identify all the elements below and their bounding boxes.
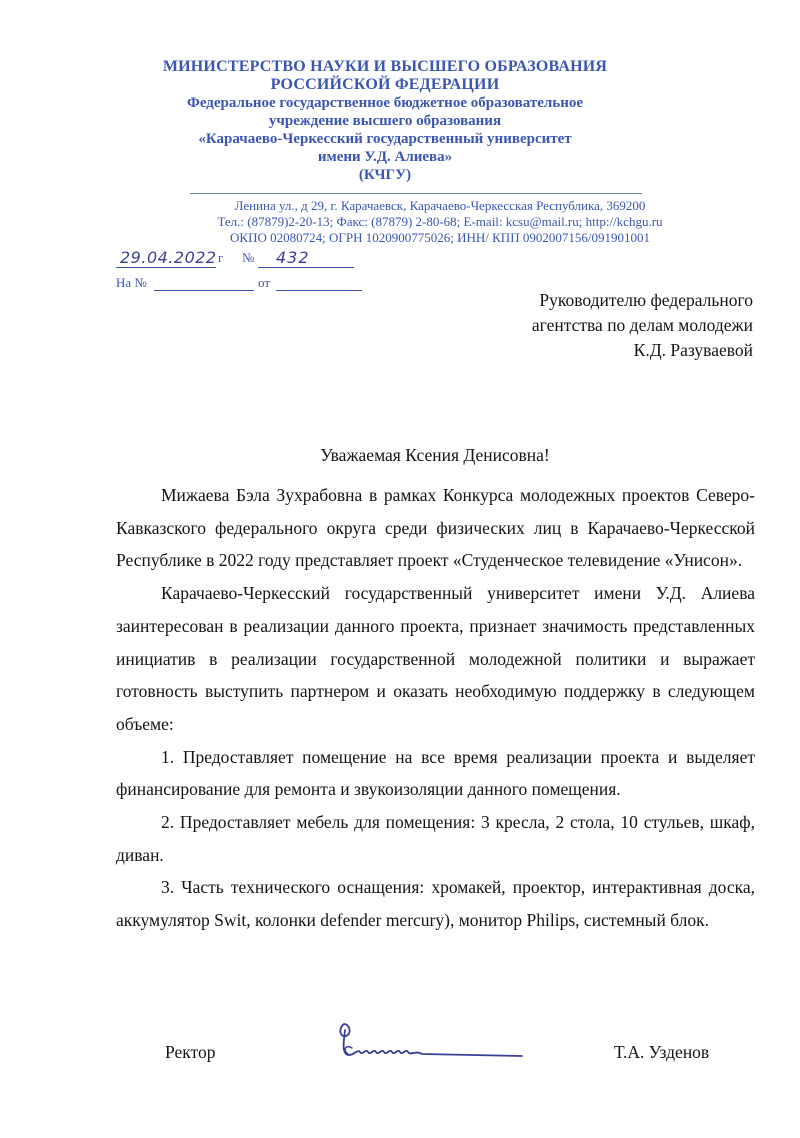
contacts-block	[150, 198, 730, 246]
signer-name: Т.А. Узденов	[614, 1042, 710, 1062]
salutation: Уважаемая Ксения Денисовна!	[320, 445, 550, 465]
paragraph-support: Карачаево-Черкесский государственный университет имени У.Д. Алиева заинтересован в реализации данного проекта, признает значимость представленных инициатив в реализации государственной молодежной политики и выражает готовность выступить партнером и оказать необходимую поддержку в следующем объеме:	[116, 583, 755, 734]
address: Ленина ул., д 29, г. Карачаевск, Карачаево-Черкесская Республика, 369200	[234, 198, 646, 213]
federation-name: РОССИЙСКОЙ ФЕДЕРАЦИИ	[270, 76, 500, 93]
institution-type-2: учреждение высшего образования	[268, 113, 502, 129]
paragraph-item-2: 2. Предоставляет мебель для помещения: 3 кресла, 2 стола, 10 стульев, шкаф, диван.	[116, 812, 755, 865]
reply-from-label: от	[258, 275, 271, 290]
paragraph-item-3: 3. Часть технического оснащения: хромакей, проектор, интерактивная доска, аккумулятор Swit, колонки defender mercury), монитор Philips, системный блок.	[116, 877, 755, 931]
university-name-2: имени У.Д. Алиева»	[317, 149, 453, 165]
university-abbr: (КЧГУ)	[358, 167, 412, 183]
outgoing-number	[116, 248, 366, 270]
addressee-line-2: агентства по делам молодежи	[531, 315, 753, 335]
date-underline	[116, 267, 216, 268]
addressee-block	[532, 288, 753, 363]
letterhead	[150, 58, 620, 184]
university-name: «Карачаево-Черкесский государственный университет	[198, 131, 572, 147]
year-mark: г	[218, 250, 224, 265]
letter-body	[116, 479, 755, 937]
outgoing-date: 29.04.2022	[120, 248, 217, 267]
institution-type: Федеральное государственное бюджетное образовательное	[186, 95, 584, 111]
addressee-line-1: Руководителю федерального	[539, 290, 753, 310]
handwritten-signature	[332, 1018, 532, 1068]
phones: Тел.: (87879)2-20-13; Факс: (87879) 2-80-68; E-mail: kcsu@mail.ru; http://kchgu.ru	[217, 214, 663, 229]
reply-reference	[116, 275, 376, 295]
paragraph-project: Мижаева Бэла Зухрабовна в рамках Конкурса молодежных проектов Северо-Кавказского федерального округа среди физических лиц в Карачаево-Черкесской Республике в 2022 году представляет проект «Студенческое телевидение «Унисон».	[116, 485, 755, 571]
letterhead-divider	[190, 193, 642, 194]
ministry-name: МИНИСТЕРСТВО НАУКИ И ВЫСШЕГО ОБРАЗОВАНИЯ	[162, 58, 608, 75]
reply-date-line	[276, 290, 362, 291]
signer-title: Ректор	[165, 1042, 216, 1062]
paragraph-item-1: 1. Предоставляет помещение на все время реализации проекта и выделяет финансирование для ремонта и звукоизоляции данного помещения.	[116, 746, 755, 800]
addressee-name: К.Д. Разуваевой	[633, 340, 753, 360]
reply-number-line	[154, 290, 254, 291]
number-underline	[258, 267, 354, 268]
registration-codes: ОКПО 02080724; ОГРН 1020900775026; ИНН/ КПП 0902007156/091901001	[230, 230, 650, 245]
number-label: №	[242, 250, 255, 265]
reply-number-label: На №	[116, 275, 147, 290]
outgoing-number-value: 432	[276, 248, 310, 267]
